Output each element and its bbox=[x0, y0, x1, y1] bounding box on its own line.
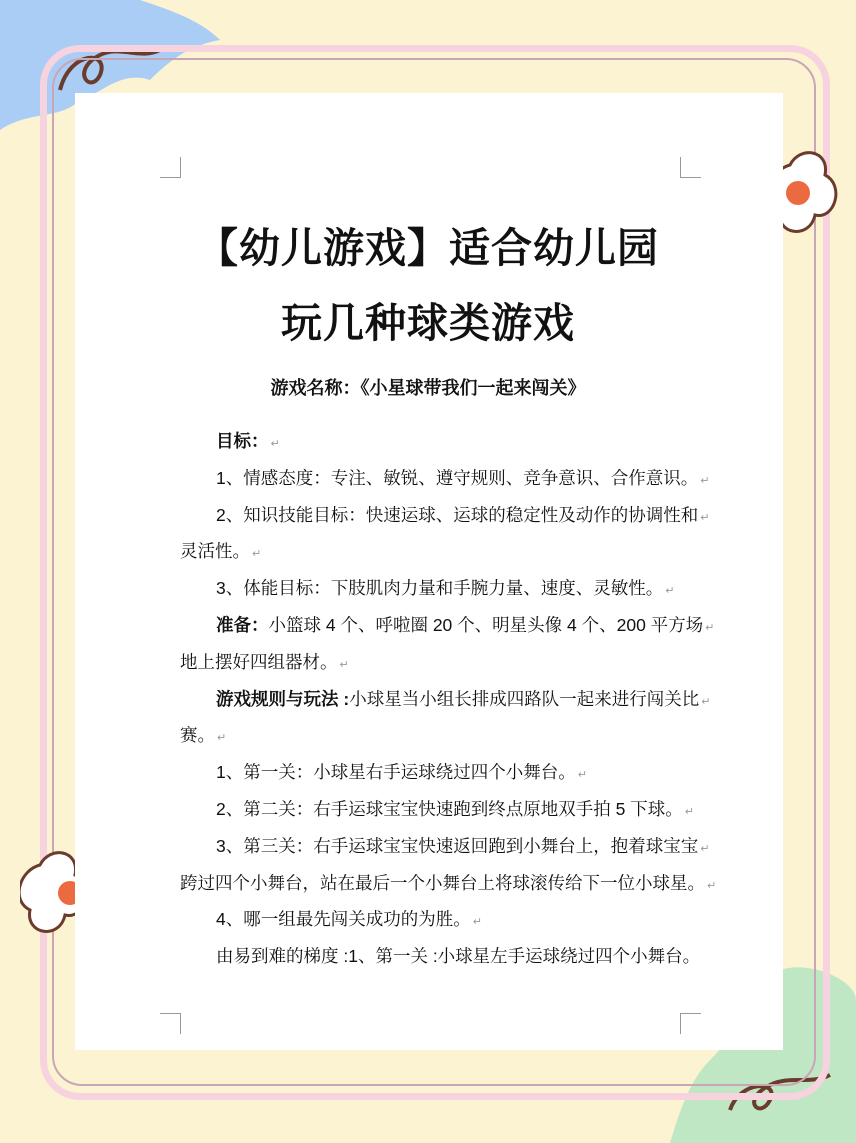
bold-label: 游戏规则与玩法 : bbox=[216, 688, 350, 709]
document-title-line-2: 玩几种球类游戏 bbox=[281, 300, 575, 346]
game-name-heading: 游戏名称：《小星球带我们一起来闯关》 bbox=[270, 378, 586, 399]
crop-mark bbox=[160, 157, 181, 178]
line-text: 3、体能目标：下肢肌肉力量和手腕力量、速度、灵敏性。 bbox=[216, 578, 664, 599]
body-line bbox=[216, 833, 709, 858]
paragraph-mark-icon: ↵ bbox=[339, 658, 349, 671]
paragraph-mark-icon: ↵ bbox=[700, 842, 710, 855]
paragraph-mark-icon: ↵ bbox=[707, 879, 717, 892]
body-line bbox=[180, 870, 716, 895]
paragraph-mark-icon: ↵ bbox=[472, 916, 482, 929]
paragraph-mark-icon: ↵ bbox=[705, 622, 715, 634]
body-line bbox=[180, 722, 226, 747]
paragraph-mark-icon: ↵ bbox=[684, 806, 694, 818]
line-text: 小篮球 4 个、呼啦圈 20 个、明星头像 4 个、200 平方场 bbox=[268, 615, 704, 635]
line-text: 灵活性。 bbox=[180, 541, 250, 562]
bold-label: 目标： bbox=[216, 431, 269, 451]
paragraph-mark-icon: ↵ bbox=[577, 769, 587, 782]
body-line bbox=[216, 465, 709, 490]
body-line bbox=[216, 906, 482, 931]
paragraph-mark-icon: ↵ bbox=[700, 511, 710, 524]
line-text: 由易到难的梯度 :1、第一关 :小球星左手运球绕过四个小舞台。 bbox=[216, 946, 701, 967]
crop-mark bbox=[680, 157, 701, 178]
crop-mark bbox=[160, 1013, 181, 1034]
line-text: 4、哪一组最先闯关成功的为胜。 bbox=[216, 909, 471, 930]
body-line bbox=[216, 612, 714, 637]
body-line bbox=[216, 759, 587, 784]
body-line bbox=[216, 428, 280, 453]
line-text: 2、第二关：右手运球宝宝快速跑到终点原地双手拍 5 下球。 bbox=[216, 799, 683, 819]
paragraph-mark-icon: ↵ bbox=[665, 585, 675, 598]
paragraph-mark-icon: ↵ bbox=[252, 548, 262, 561]
line-text: 赛。 bbox=[180, 725, 215, 746]
paragraph-mark-icon: ↵ bbox=[701, 695, 711, 708]
line-text: 1、第一关：小球星右手运球绕过四个小舞台。 bbox=[216, 762, 576, 783]
body-line bbox=[216, 796, 694, 821]
paragraph-mark-icon: ↵ bbox=[217, 732, 227, 745]
bold-label: 准备： bbox=[216, 615, 269, 635]
line-text: 跨过四个小舞台，站在最后一个小舞台上将球滚传给下一位小球星。 bbox=[180, 872, 705, 893]
body-line bbox=[216, 575, 674, 600]
crop-mark bbox=[680, 1013, 701, 1034]
line-text: 地上摆好四组器材。 bbox=[180, 651, 338, 672]
paragraph-mark-icon: ↵ bbox=[700, 474, 710, 487]
line-text: 1、情感态度：专注、敏锐、遵守规则、竞争意识、合作意识。 bbox=[216, 467, 699, 488]
line-text: 小球星当小组长排成四路队一起来进行闯关比 bbox=[349, 688, 700, 709]
line-text: 2、知识技能目标：快速运球、运球的稳定性及动作的协调性和 bbox=[216, 504, 699, 525]
paragraph-mark-icon: ↵ bbox=[270, 438, 280, 450]
body-line bbox=[216, 502, 709, 527]
body-line bbox=[180, 649, 349, 674]
body-line bbox=[216, 686, 710, 711]
body-line bbox=[180, 538, 261, 563]
document-title-line-1: 【幼儿游戏】适合幼儿园 bbox=[197, 225, 659, 271]
line-text: 3、第三关：右手运球宝宝快速返回跑到小舞台上，抱着球宝宝 bbox=[216, 835, 699, 856]
body-line bbox=[216, 943, 700, 968]
